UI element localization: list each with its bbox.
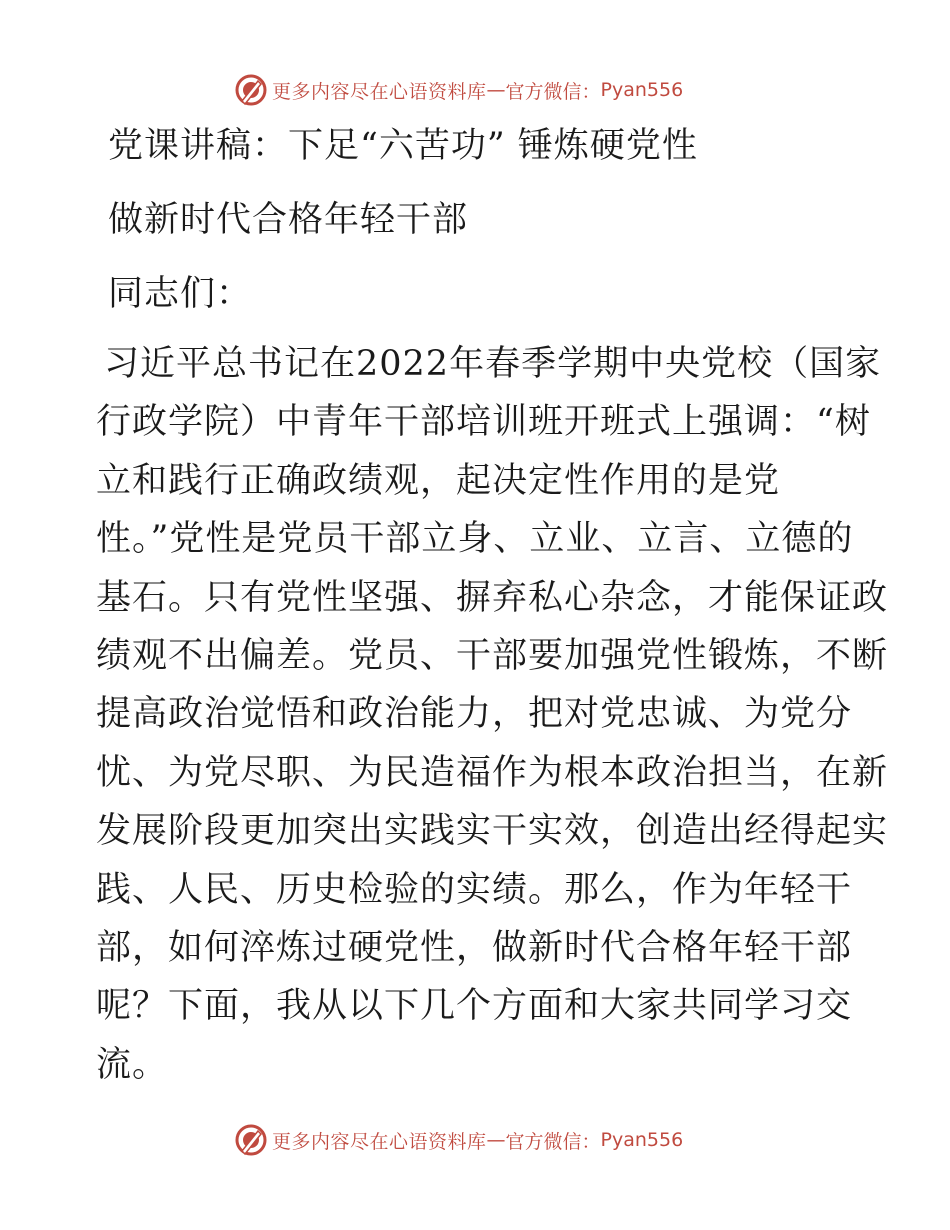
watermark-wechat-id: Pyan556 [600, 79, 684, 101]
pen-logo-icon [234, 73, 268, 107]
paragraph-line: 呢？下面，我从以下几个方面和大家共同学习交 [96, 986, 853, 1027]
document-body [96, 124, 889, 1101]
paragraph-line: 基石。只有党性坚强、摒弃私心杂念，才能保证政 [96, 577, 889, 618]
watermark-wechat-id: Pyan556 [600, 1129, 684, 1151]
paragraph-line: 性。”党性是党员干部立身、立业、立言、立德的 [96, 519, 854, 560]
header-watermark [234, 72, 683, 108]
watermark-dash: — [486, 79, 506, 101]
watermark-wechat-label: 官方微信： [505, 1130, 601, 1153]
paragraph-line: 提高政治觉悟和政治能力，把对党忠诚、为党分 [96, 694, 853, 735]
document-title-line-1: 党课讲稿：下足“六苦功” 锤炼硬党性 [108, 126, 698, 166]
paragraph-line: 忧、为党尽职、为民造福作为根本政治担当，在新 [96, 752, 889, 793]
footer-watermark [234, 1122, 683, 1158]
paragraph-line: 习近平总书记在2022年春季学期中央党校（国家 [104, 344, 882, 384]
paragraph-line: 部，如何淬炼过硬党性，做新时代合格年轻干部 [96, 927, 853, 968]
watermark-text: 更多内容尽在心语资料库 [272, 80, 487, 103]
watermark-dash: — [486, 1129, 506, 1151]
paragraph-line: 立和践行正确政绩观，起决定性作用的是党 [96, 460, 781, 501]
body-paragraph [96, 342, 889, 1087]
paragraph-line: 行政学院）中青年干部培训班开班式上强调：“树 [96, 402, 871, 443]
paragraph-line: 流。 [96, 1044, 169, 1085]
document-title-line-2: 做新时代合格年轻干部 [108, 200, 469, 240]
paragraph-line: 绩观不出偏差。党员、干部要加强党性锻炼，不断 [96, 635, 889, 676]
watermark-wechat-label: 官方微信： [505, 80, 601, 103]
watermark-text: 更多内容尽在心语资料库 [272, 1130, 487, 1153]
salutation: 同志们： [108, 274, 253, 314]
pen-logo-icon [234, 1123, 268, 1157]
paragraph-line: 践、人民、历史检验的实绩。那么，作为年轻干 [96, 869, 853, 910]
paragraph-line: 发展阶段更加突出实践实干实效，创造出经得起实 [96, 811, 889, 852]
